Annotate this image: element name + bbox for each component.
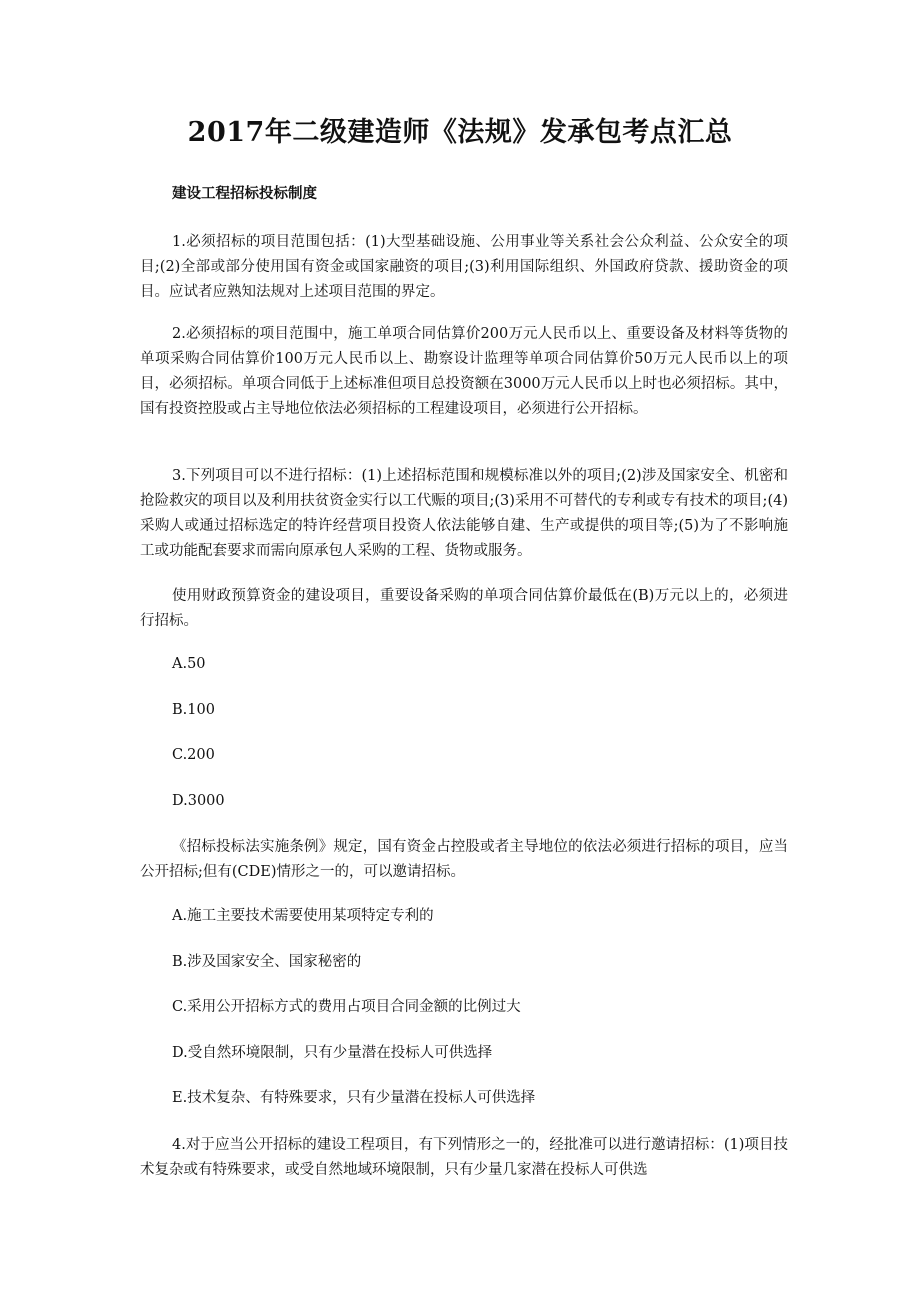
paragraph-tender-thresholds: 2.必须招标的项目范围中，施工单项合同估算价200万元人民币以上、重要设备及材料等货物的单项采购合同估算价100万元人民币以上、勘察设计监理等单项合同估算价50万元人民币以上的项目，必须招标。单项合同低于上述标准但项目总投资额在3000万元人民币以上时也必须招标。其中，国有投资控股或占主导地位依法必须招标的工程建设项目，必须进行公开招标。 xyxy=(140,326,788,417)
question-1-option-a: A.50 xyxy=(172,656,206,672)
paragraph-exemptions: 3.下列项目可以不进行招标：(1)上述招标范围和规模标准以外的项目;(2)涉及国家安全、机密和抢险救灾的项目以及利用扶贫资金实行以工代赈的项目;(3)采用不可替代的专利或专有技术的项目;(4)采购人或通过招标选定的特许经营项目投资人依法能够自建、生产或提供的项目等;(5)为了不影响施工或功能配套要求而需向原承包人采购的工程、货物或服务。 xyxy=(140,468,788,559)
question-1-option-d: D.3000 xyxy=(172,793,225,809)
question-2-option-b: B.涉及国家安全、国家秘密的 xyxy=(172,954,362,970)
question-2-text: 《招标投标法实施条例》规定，国有资金占控股或者主导地位的依法必须进行招标的项目，应当公开招标;但有(CDE)情形之一的，可以邀请招标。 xyxy=(140,839,788,880)
question-1-option-c: C.200 xyxy=(172,747,215,763)
document-title: 2017年二级建造师《法规》发承包考点汇总 xyxy=(187,117,733,148)
question-1-option-b: B.100 xyxy=(172,702,215,718)
question-2-option-a: A.施工主要技术需要使用某项特定专利的 xyxy=(172,908,434,924)
question-2-option-e: E.技术复杂、有特殊要求，只有少量潜在投标人可供选择 xyxy=(172,1090,536,1106)
section-heading: 建设工程招标投标制度 xyxy=(172,185,317,202)
paragraph-must-tender-scope: 1.必须招标的项目范围包括：(1)大型基础设施、公用事业等关系社会公众利益、公众安全的项目;(2)全部或部分使用国有资金或国家融资的项目;(3)利用国际组织、外国政府贷款、援助资金的项目。应试者应熟知法规对上述项目范围的界定。 xyxy=(140,234,788,300)
question-1-text: 使用财政预算资金的建设项目，重要设备采购的单项合同估算价最低在(B)万元以上的，必须进行招标。 xyxy=(140,588,788,629)
paragraph-invited-tender: 4.对于应当公开招标的建设工程项目，有下列情形之一的，经批准可以进行邀请招标：(1)项目技术复杂或有特殊要求，或受自然地域环境限制，只有少量几家潜在投标人可供选 xyxy=(140,1137,788,1178)
question-2-option-c: C.采用公开招标方式的费用占项目合同金额的比例过大 xyxy=(172,999,521,1015)
question-2-option-d: D.受自然环境限制，只有少量潜在投标人可供选择 xyxy=(172,1045,493,1061)
